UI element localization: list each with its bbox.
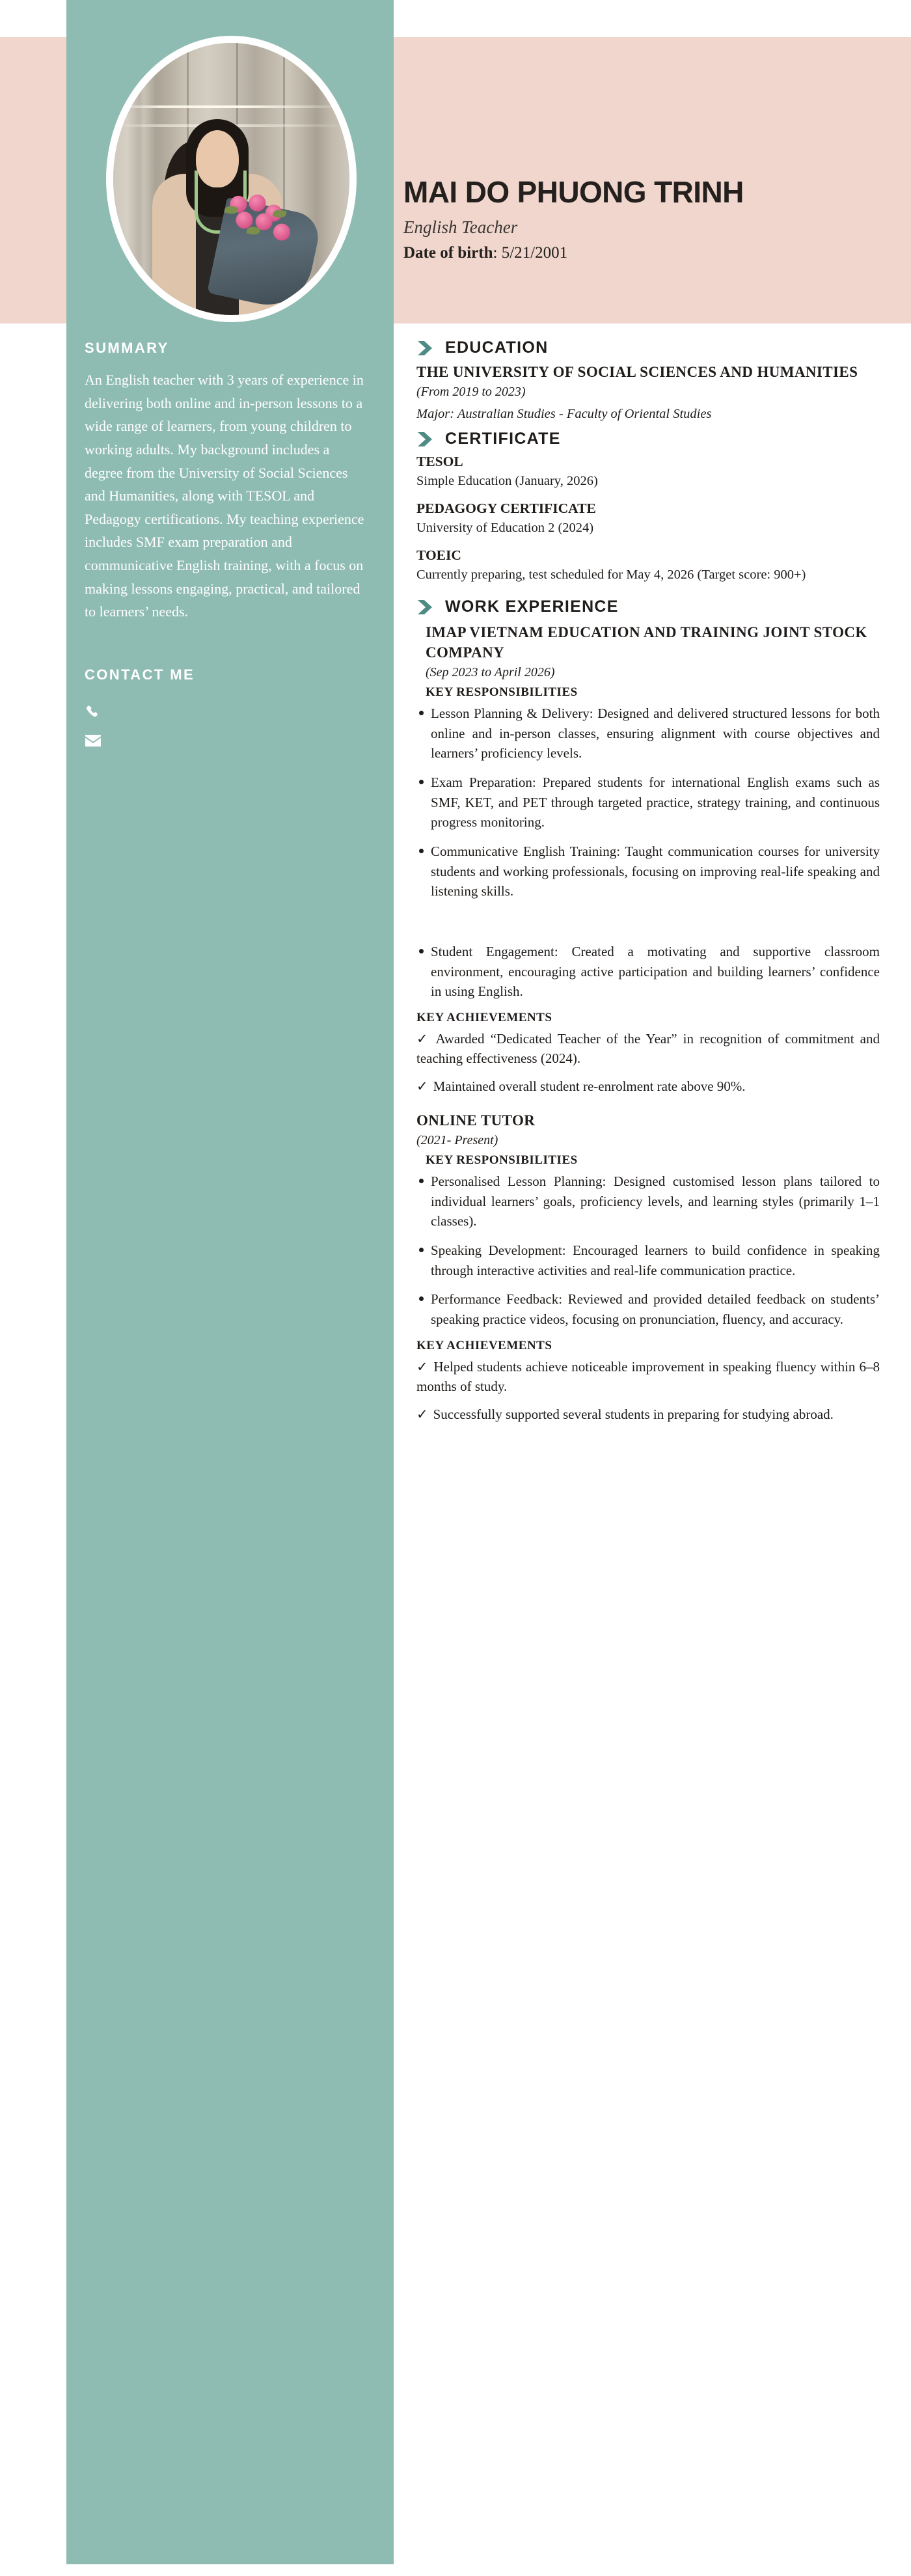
certificate-detail: Currently preparing, test scheduled for May 4, 2026 (Target score: 900+) bbox=[416, 567, 806, 582]
responsibilities-list bbox=[416, 1172, 880, 1330]
section-header-certificate bbox=[416, 430, 880, 448]
achievement-item bbox=[416, 1357, 880, 1397]
achievement-item bbox=[416, 1029, 880, 1069]
check-icon: ✓ bbox=[416, 1078, 428, 1095]
dob-value: 5/21/2001 bbox=[501, 244, 568, 262]
job-company: IMAP VIETNAM EDUCATION AND TRAINING JOINT STOCK COMPANY bbox=[426, 624, 867, 661]
phone-icon bbox=[85, 702, 111, 722]
achievement-item bbox=[416, 1404, 880, 1425]
list-item: Speaking Development: Encouraged learners to build confidence in speaking through interactive activities and real-life communication practice. bbox=[416, 1240, 880, 1280]
section-certificate bbox=[416, 430, 880, 584]
check-icon: ✓ bbox=[416, 1358, 429, 1375]
responsibilities-label: KEY RESPONSIBILITIES bbox=[426, 685, 578, 699]
summary-block bbox=[85, 340, 371, 623]
achievement-item bbox=[416, 1076, 880, 1097]
contact-item-phone[interactable] bbox=[85, 698, 371, 726]
page-title: MAI DO PHUONG TRINH bbox=[403, 175, 744, 209]
achievement-text: Awarded “Dedicated Teacher of the Year” in recognition of commitment and teaching effectiveness (2024). bbox=[416, 1030, 880, 1067]
chevron-right-icon bbox=[416, 599, 436, 616]
achievement-text: Helped students achieve noticeable improvement in speaking fluency within 6–8 months of study. bbox=[416, 1358, 880, 1395]
date-of-birth bbox=[403, 244, 872, 262]
section-title-work-experience: WORK EXPERIENCE bbox=[445, 597, 619, 616]
certificate-item bbox=[416, 500, 880, 538]
list-item: Lesson Planning & Delivery: Designed and delivered structured lessons for both online and in-person classes, ensuring alignment with course objectives and learners’ proficiency levels. bbox=[416, 704, 880, 763]
certificate-name: PEDAGOGY CERTIFICATE bbox=[416, 500, 596, 516]
photo-detail bbox=[113, 105, 349, 108]
list-item: Performance Feedback: Reviewed and provided detailed feedback on students’ speaking practice videos, focusing on pronunciation, fluency, and accuracy. bbox=[416, 1289, 880, 1329]
list-item: Student Engagement: Created a motivating and supportive classroom environment, encouraging active participation and building learners’ confidence in using English. bbox=[416, 942, 880, 1002]
envelope-icon bbox=[85, 731, 111, 750]
section-education bbox=[416, 338, 880, 424]
responsibilities-list bbox=[416, 704, 880, 901]
certificate-detail: Simple Education (January, 2026) bbox=[416, 474, 598, 489]
section-title-certificate: CERTIFICATE bbox=[445, 430, 561, 448]
list-item: Exam Preparation: Prepared students for international English exams such as SMF, KET, and PET through targeted practice, strategy training, and continuous progress monitoring. bbox=[416, 773, 880, 832]
summary-heading: SUMMARY bbox=[85, 340, 169, 356]
job-dates: (2021- Present) bbox=[416, 1133, 498, 1148]
section-header-education bbox=[416, 338, 880, 357]
education-dates: (From 2019 to 2023) bbox=[416, 385, 526, 400]
job-entry bbox=[416, 1111, 880, 1425]
achievements-label: KEY ACHIEVEMENTS bbox=[416, 1338, 552, 1352]
certificate-item bbox=[416, 454, 880, 491]
profile-photo bbox=[106, 36, 357, 322]
dob-sep: : bbox=[493, 244, 502, 262]
section-header-work-experience bbox=[416, 597, 880, 616]
section-title-education: EDUCATION bbox=[445, 338, 549, 357]
main-content bbox=[416, 338, 880, 1432]
achievements-label: KEY ACHIEVEMENTS bbox=[416, 1010, 552, 1024]
sidebar-content bbox=[85, 340, 371, 755]
job-dates: (Sep 2023 to April 2026) bbox=[426, 665, 555, 679]
job-company: ONLINE TUTOR bbox=[416, 1112, 536, 1129]
section-work-experience bbox=[416, 597, 880, 1424]
contact-list bbox=[85, 698, 371, 755]
certificate-name: TESOL bbox=[416, 454, 463, 470]
job-entry bbox=[416, 623, 880, 1097]
job-role: English Teacher bbox=[403, 217, 518, 237]
check-icon: ✓ bbox=[416, 1406, 428, 1423]
list-item: Personalised Lesson Planning: Designed customised lesson plans tailored to individual learners’ goals, proficiency levels, and learning styles (primarily 1–1 classes). bbox=[416, 1172, 880, 1231]
check-icon: ✓ bbox=[416, 1030, 431, 1047]
achievement-text: Successfully supported several students in preparing for studying abroad. bbox=[433, 1406, 834, 1423]
contact-heading: CONTACT ME bbox=[85, 666, 195, 683]
contact-item-email[interactable] bbox=[85, 726, 371, 755]
certificate-item bbox=[416, 547, 880, 585]
list-item: Communicative English Training: Taught communication courses for university students and working professionals, focusing on improving real-life speaking and listening skills. bbox=[416, 842, 880, 901]
certificate-detail: University of Education 2 (2024) bbox=[416, 520, 594, 535]
chevron-right-icon bbox=[416, 431, 436, 448]
chevron-right-icon bbox=[416, 340, 436, 357]
responsibilities-label: KEY RESPONSIBILITIES bbox=[426, 1153, 578, 1168]
profile-photo-oval bbox=[106, 36, 357, 322]
certificate-name: TOEIC bbox=[416, 547, 461, 563]
dob-label: Date of birth bbox=[403, 244, 493, 262]
page-break-gap bbox=[416, 911, 880, 942]
header-block bbox=[403, 174, 872, 262]
achievement-text: Maintained overall student re-enrolment rate above 90%. bbox=[433, 1078, 746, 1095]
education-school: THE UNIVERSITY OF SOCIAL SCIENCES AND HUMANITIES bbox=[416, 364, 858, 380]
summary-text: An English teacher with 3 years of experience in delivering both online and in-person lessons to a wide range of learners, from young children to working adults. My background includes a degree from the University of Social Sciences and Humanities, along with TESOL and Pedagogy certifications. My teaching experience includes SMF exam preparation and communicative English training, with a focus on making lessons engaging, practical, and tailored to learners’ needs. bbox=[85, 372, 364, 620]
responsibilities-list-continued bbox=[416, 942, 880, 1002]
contact-block bbox=[85, 666, 371, 755]
education-major: Major: Australian Studies - Faculty of Oriental Studies bbox=[416, 407, 712, 422]
